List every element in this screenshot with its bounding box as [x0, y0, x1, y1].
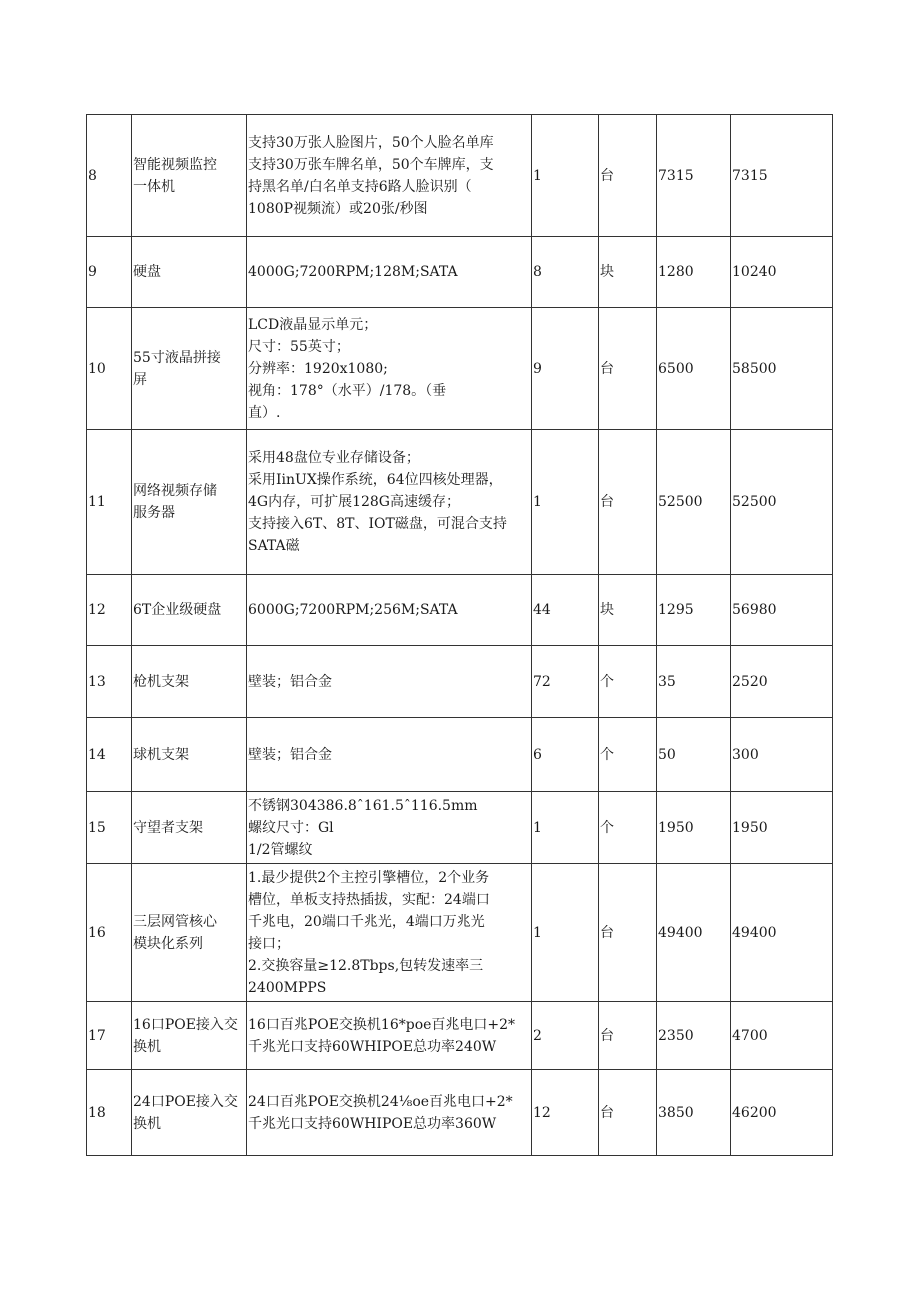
cell-price: 7315 [657, 115, 731, 237]
cell-no: 15 [87, 792, 132, 864]
table-body [87, 115, 833, 1156]
cell-unit: 台 [599, 308, 657, 430]
cell-total: 4700 [731, 1002, 833, 1070]
cell-price: 6500 [657, 308, 731, 430]
cell-no: 17 [87, 1002, 132, 1070]
cell-name: 网络视频存储 服务器 [132, 430, 247, 575]
table-row [87, 792, 833, 864]
table-row [87, 575, 833, 646]
cell-qty: 12 [532, 1070, 599, 1156]
cell-total: 2520 [731, 646, 833, 718]
cell-total: 10240 [731, 237, 833, 308]
cell-price: 1280 [657, 237, 731, 308]
cell-no: 10 [87, 308, 132, 430]
cell-total: 46200 [731, 1070, 833, 1156]
cell-desc: 采用48盘位专业存储设备； 采用IinUX操作系统，64位四核处理器， 4G内存，可扩展128G高速缓存； 支持接入6T、8T、IOT磁盘，可混合支持 SATA磁 [247, 430, 532, 575]
cell-desc: 4000G;7200RPM;128M;SATA [247, 237, 532, 308]
table-row [87, 1070, 833, 1156]
cell-total: 56980 [731, 575, 833, 646]
cell-no: 18 [87, 1070, 132, 1156]
cell-name: 6T企业级硬盘 [132, 575, 247, 646]
cell-desc: 24口百兆POE交换机24⅛oe百兆电口+2* 千兆光口支持60WHIPOE总功率360W [247, 1070, 532, 1156]
cell-no: 16 [87, 864, 132, 1002]
cell-desc: 不锈钢304386.8ˆ161.5ˆ116.5mm 螺纹尺寸：Gl 1/2管螺纹 [247, 792, 532, 864]
table-row [87, 115, 833, 237]
cell-name: 16口POE接入交 换机 [132, 1002, 247, 1070]
cell-name: 枪机支架 [132, 646, 247, 718]
cell-name: 硬盘 [132, 237, 247, 308]
cell-total: 1950 [731, 792, 833, 864]
cell-total: 300 [731, 718, 833, 792]
cell-qty: 1 [532, 430, 599, 575]
cell-price: 1950 [657, 792, 731, 864]
table-row [87, 1002, 833, 1070]
cell-desc: 壁装；铝合金 [247, 646, 532, 718]
cell-unit: 台 [599, 430, 657, 575]
cell-name: 球机支架 [132, 718, 247, 792]
cell-name: 24口POE接入交 换机 [132, 1070, 247, 1156]
cell-no: 13 [87, 646, 132, 718]
cell-price: 1295 [657, 575, 731, 646]
cell-qty: 1 [532, 792, 599, 864]
cell-no: 11 [87, 430, 132, 575]
cell-no: 9 [87, 237, 132, 308]
table-row [87, 308, 833, 430]
cell-qty: 9 [532, 308, 599, 430]
table-row [87, 646, 833, 718]
cell-price: 35 [657, 646, 731, 718]
cell-price: 50 [657, 718, 731, 792]
cell-qty: 72 [532, 646, 599, 718]
cell-name: 三层网管核心 模块化系列 [132, 864, 247, 1002]
cell-desc: 支持30万张人脸图片，50个人脸名单库 支持30万张车牌名单，50个车牌库，支 持黑名单/白名单支持6路人脸识别（ 1080P视频流）或20张/秒图 [247, 115, 532, 237]
cell-no: 8 [87, 115, 132, 237]
cell-total: 52500 [731, 430, 833, 575]
cell-price: 52500 [657, 430, 731, 575]
cell-desc: 壁装；铝合金 [247, 718, 532, 792]
cell-unit: 块 [599, 575, 657, 646]
equipment-table [86, 114, 833, 1156]
cell-qty: 1 [532, 115, 599, 237]
cell-price: 49400 [657, 864, 731, 1002]
cell-unit: 台 [599, 115, 657, 237]
cell-desc: 6000G;7200RPM;256M;SATA [247, 575, 532, 646]
cell-qty: 8 [532, 237, 599, 308]
cell-unit: 块 [599, 237, 657, 308]
cell-qty: 2 [532, 1002, 599, 1070]
cell-unit: 个 [599, 718, 657, 792]
cell-price: 3850 [657, 1070, 731, 1156]
cell-unit: 个 [599, 646, 657, 718]
cell-unit: 台 [599, 1002, 657, 1070]
cell-desc: LCD液晶显示单元； 尺寸：55英寸； 分辨率：1920x1080; 视角：178°（水平）/178。（垂 直）. [247, 308, 532, 430]
cell-qty: 44 [532, 575, 599, 646]
cell-name: 55寸液晶拼接 屏 [132, 308, 247, 430]
cell-total: 49400 [731, 864, 833, 1002]
cell-name: 智能视频监控 一体机 [132, 115, 247, 237]
cell-unit: 台 [599, 864, 657, 1002]
cell-name: 守望者支架 [132, 792, 247, 864]
cell-no: 12 [87, 575, 132, 646]
table-row [87, 237, 833, 308]
cell-no: 14 [87, 718, 132, 792]
cell-qty: 1 [532, 864, 599, 1002]
cell-desc: 16口百兆POE交换机16*poe百兆电口+2* 千兆光口支持60WHIPOE总功率240W [247, 1002, 532, 1070]
table-row [87, 718, 833, 792]
cell-total: 58500 [731, 308, 833, 430]
cell-total: 7315 [731, 115, 833, 237]
cell-desc: 1.最少提供2个主控引擎槽位，2个业务 槽位，单板支持热插拔，实配：24端口 千兆电，20端口千兆光，4端口万兆光 接口； 2.交换容量≥12.8Tbps,包转发速率三 2400MPPS [247, 864, 532, 1002]
table-row [87, 430, 833, 575]
cell-unit: 个 [599, 792, 657, 864]
cell-price: 2350 [657, 1002, 731, 1070]
cell-unit: 台 [599, 1070, 657, 1156]
table-row [87, 864, 833, 1002]
cell-qty: 6 [532, 718, 599, 792]
